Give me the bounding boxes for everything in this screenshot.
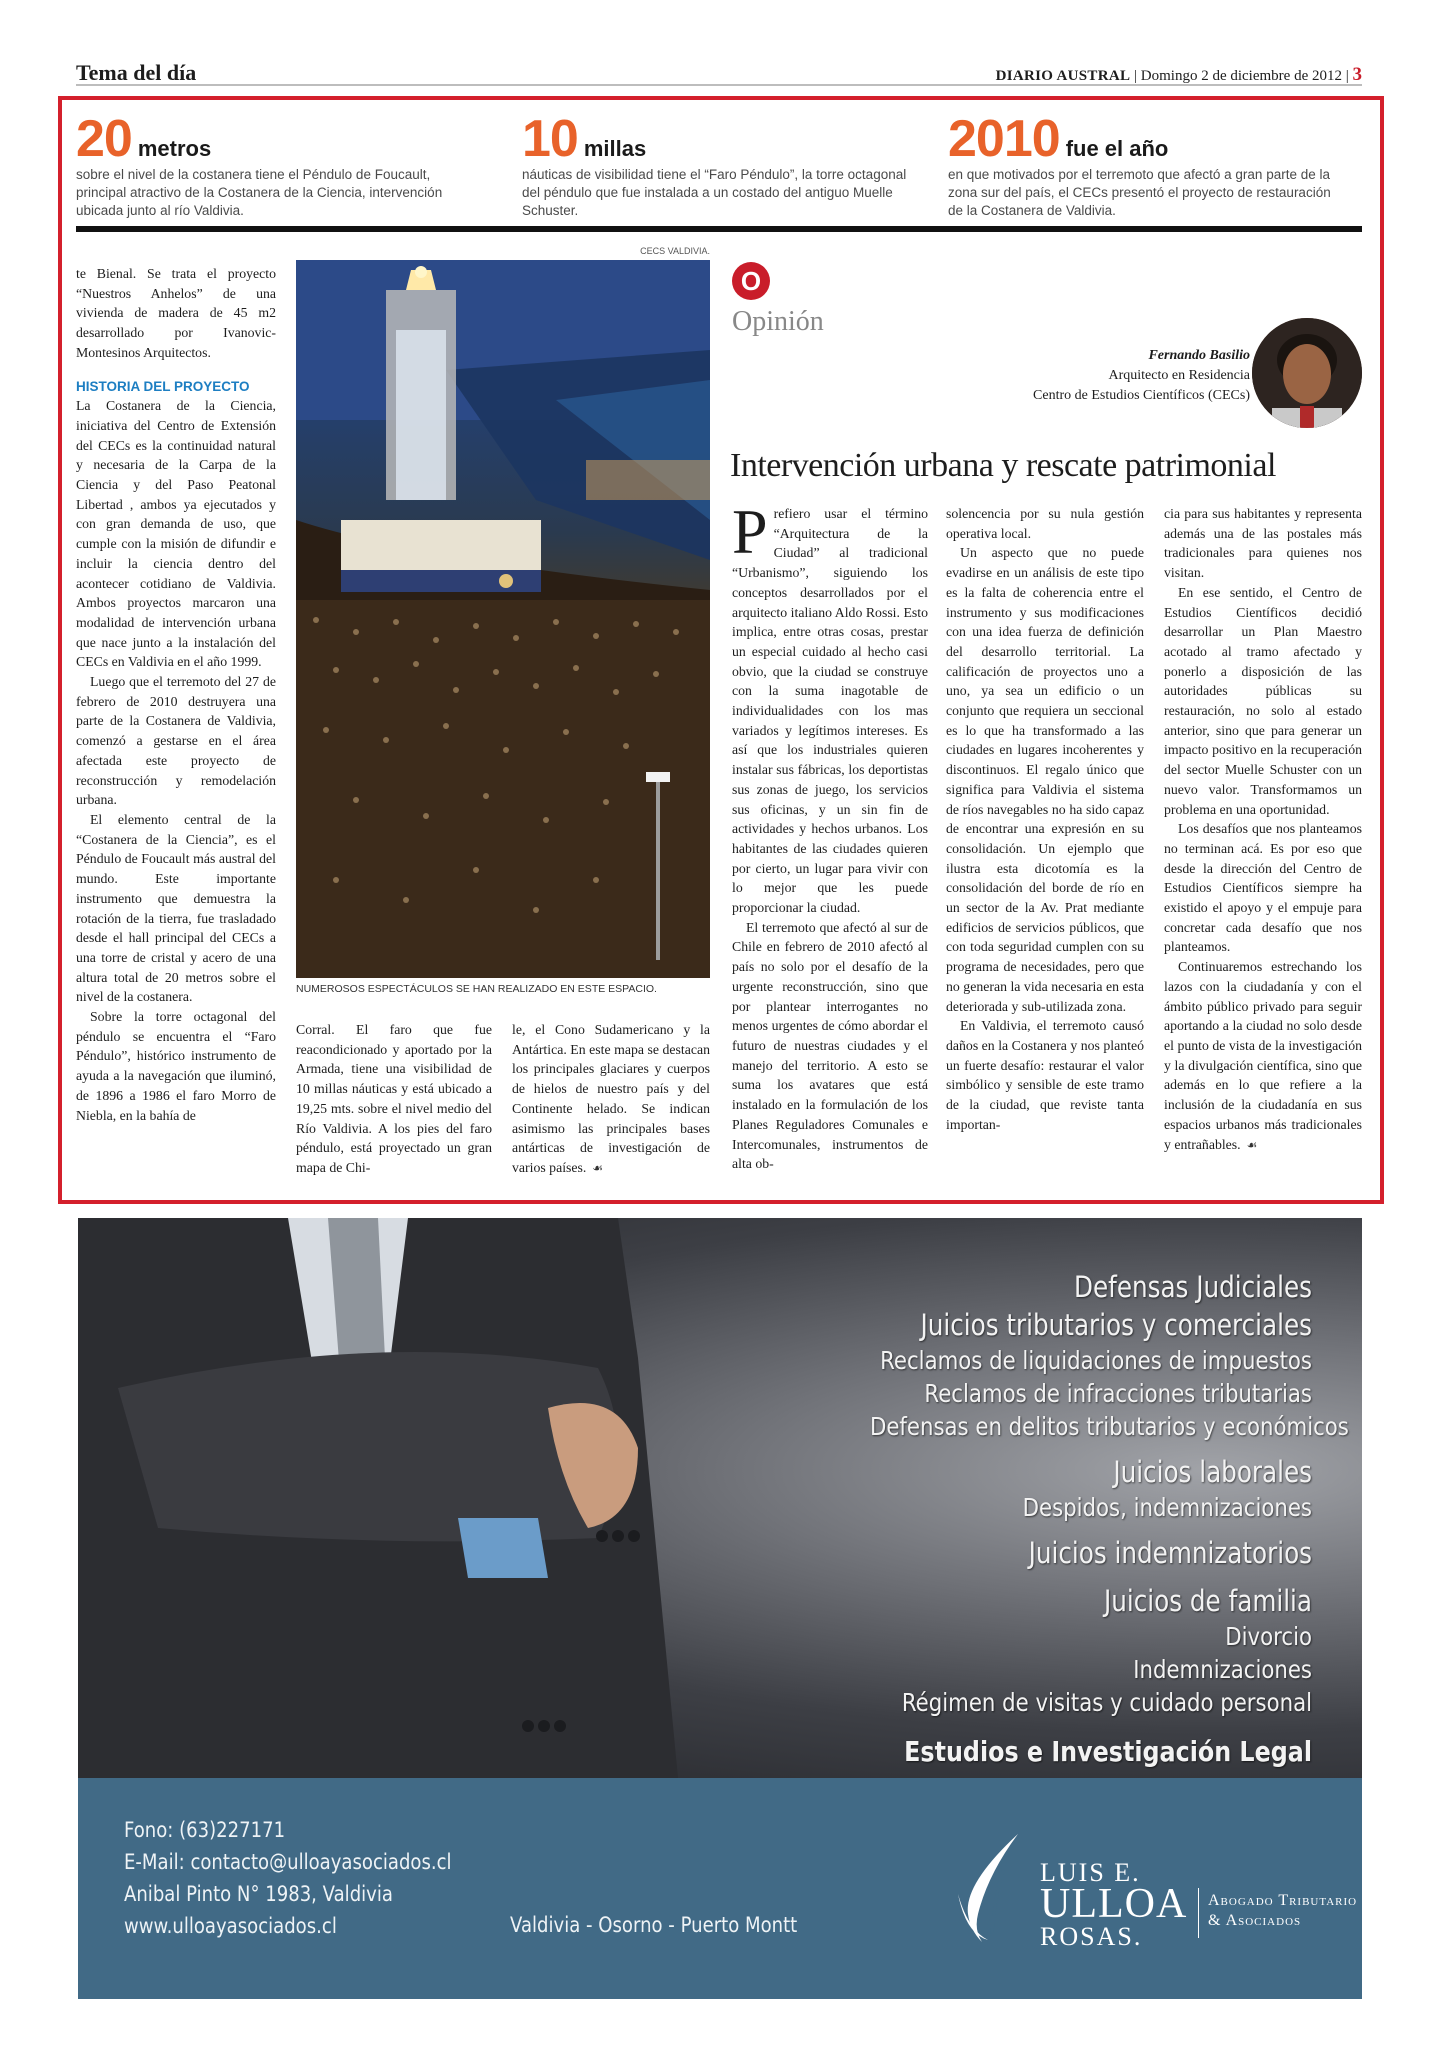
fact-10-miles [522,112,922,220]
law-firm-advertisement [78,1218,1362,1778]
story-paragraph: Luego que el terremoto del 27 de febrero de 2010 destruyera una parte de la Costanera de Valdivia, comenzó a gestarse en el área afectada este proyecto de reconstrucción y remodelación urbana. [76,674,276,808]
service-item: Despidos, indemnizaciones [1022,1493,1312,1522]
fact-number: 2010 [948,110,1060,168]
service-heading: Defensas Judiciales [1074,1270,1312,1304]
author-role: Arquitecto en Residencia [1108,368,1250,383]
service-item: Juicios tributarios y comerciales [920,1308,1312,1342]
logo-divider [1198,1888,1199,1938]
website-url: www.ulloayasociados.cl [124,1914,337,1938]
fact-number: 10 [522,110,578,168]
opinion-column-1 [732,496,928,1174]
firm-name-line-1: LUIS E. [1040,1858,1141,1887]
firm-name-line-3: ROSAS. [1040,1922,1143,1951]
service-item: Reclamos de liquidaciones de impuestos [880,1346,1312,1375]
service-heading: Estudios e Investigación Legal [904,1735,1312,1768]
service-heading: Juicios laborales [1113,1455,1312,1489]
photo-caption: NUMEROSOS ESPECTÁCULOS SE HAN REALIZADO EN ESTE ESPACIO. [296,983,657,995]
author-credit [890,346,1250,406]
opinion-badge: O [732,262,770,300]
fact-unit: millas [583,136,647,161]
firm-logo [958,1808,1378,1958]
fact-text: náuticas de visibilidad tiene el “Faro Péndulo”, la torre octagonal del péndulo que fue instalada a un costado del antiguo Muelle Schuster. [522,167,907,218]
street-address: Anibal Pinto N° 1983, Valdivia [124,1882,393,1906]
contact-band [78,1778,1362,1999]
opinion-paragraph: Los desafíos que nos planteamos no terminan acá. Es por eso que desde la dirección del Centro de Estudios Científicos siempre ha existido el apoyo y el empuje para concretar cada desafío que nos planteamos. [1164,821,1362,955]
service-heading: Juicios de familia [1104,1584,1312,1618]
fact-unit: metros [137,136,212,161]
firm-tagline-1: Abogado Tributario [1208,1892,1358,1909]
end-of-opinion-icon: ☙ [1246,1137,1258,1152]
newspaper-name: DIARIO AUSTRAL [995,68,1131,84]
story-paragraph: Corral. El faro que fue reacondicionado y aportado por la Armada, tiene una visibilidad de 10 millas náuticas y está ubicado a 19,25 mts. sobre el nivel medio del Río Valdivia. A los pies del faro péndulo, está proyectado un gran mapa de Chi- [296,1022,492,1175]
page-number: 3 [1352,64,1362,85]
fact-number: 20 [76,110,132,168]
author-photo [1252,318,1362,428]
story-paragraph: El elemento central de la “Costanera de la Ciencia”, es el Péndulo de Foucault más austral del mundo. Este importante instrumento que demuestra la rotación de la tierra, fue trasladado desde el hall principal del CECs a una torre de cristal y acero de una altura total de 20 metros sobre el nivel de la costanera. [76,811,276,1005]
email-address: E-Mail: contacto@ulloayasociados.cl [124,1850,452,1874]
opinion-label: Opinión [732,306,824,337]
services-list [870,1268,1349,1768]
fact-20-meters [76,112,476,220]
opinion-paragraph: solencencia por su nula gestión operativa local. [946,506,1144,541]
phone-number: Fono: (63)227171 [124,1818,286,1842]
service-item: Defensas en delitos tributarios y económicos [870,1412,1349,1441]
opinion-paragraph: En Valdivia, el terremoto causó daños en la Costanera y nos planteó un fuerte desafío: restaurar el valor simbólico y sensible de este tramo de la ciudad, que reviste tanta importan- [946,1018,1144,1132]
opinion-paragraph: refiero usar el término “Arquitectura de la Ciudad” al tradicional “Urbanismo”, siguiendo los conceptos desarrollados por el arquitecto italiano Aldo Rossi. Esto implica, entre otras cosas, prestar un especial cuidado al hecho casi obvio, que la ciudad se construye con la suma inagotable de individualidades con los mas variados y legítimos intereses. Es así que los industriales quieren instalar sus fábricas, los deportistas sus zonas de juego, los servicios sus oficinas, y un sin fin de actividades y hechos urbanos. Los habitantes de las ciudades quieren por cierto, un lugar para vivir con lo mejor que les puede proporcionar la ciudad. [732,506,928,916]
photo-credit: CECS VALDIVIA. [640,246,710,256]
costanera-photo [296,260,710,978]
story-column-1 [76,264,276,1125]
opinion-paragraph: El terremoto que afectó al sur de Chile en febrero de 2010 afectó al país no solo por el desafío de la urgente reconstrucción, sino que por plantear interrogantes no menos urgentes de cómo abordar el futuro de nuestras ciudades y el manejo del territorio. A esto se suma los avatares que está instalado en la formulación de los Planes Reguladores Comunales e Intercomunales, instrumentos de alta ob- [732,919,928,1172]
story-paragraph: Sobre la torre octagonal del péndulo se encuentra el “Faro Péndulo”, histórico instrumento de ayuda a la navegación que iluminó, de 1896 a 1986 el faro Morro de Niebla, en la bahía de [76,1009,276,1123]
story-paragraph: le, el Cono Sudamericano y la Antártica. En este mapa se destacan los principales glaciares y cuerpos de hielos de nuestro país y del Continente helado. Se indican asimismo las principales bases antárticas de investigación de varios países. [512,1022,710,1175]
author-portrait-illustration [1252,318,1362,428]
masthead [996,64,1362,86]
service-item: Divorcio [1225,1622,1312,1651]
author-org: Centro de Estudios Científicos (CECs) [1033,388,1250,403]
feather-logo-icon [958,1834,1030,1944]
fact-unit: fue el año [1065,136,1169,161]
opinion-paragraph: En ese sentido, el Centro de Estudios Científicos decidió desarrollar un Plan Maestro acotado al tramo afectado y ponerlo a disposición de las autoridades públicas su restauración, no solo al estado anterior, sino que para generar un impacto positivo en la recuperación del sector Muelle Schuster con un nuevo valor. Transformamos un problema en una oportunidad. [1164,584,1362,817]
contact-info [124,1814,452,1942]
fact-2010-year [948,112,1348,220]
end-of-story-icon: ☙ [592,1160,604,1175]
opinion-column-3 [1164,504,1362,1155]
drop-cap: P [732,496,768,567]
opinion-headline: Intervención urbana y rescate patrimonial [730,447,1276,484]
service-item: Indemnizaciones [1133,1655,1312,1684]
night-event-illustration [296,260,710,978]
author-name: Fernando Basilio [1148,348,1250,363]
fact-text: en que motivados por el terremoto que afectó a gran parte de la zona sur del país, el CECs presentó el proyecto de restauración de la Costanera de Valdivia. [948,167,1331,218]
opinion-paragraph: cia para sus habitantes y representa además una de las postales más tradicionales para quienes nos visitan. [1164,506,1362,581]
story-column-3 [512,1020,710,1179]
opinion-column-2 [946,504,1144,1135]
service-heading: Juicios indemnizatorios [1028,1536,1312,1570]
story-paragraph: La Costanera de la Ciencia, iniciativa del Centro de Extensión del CECs es la continuidad natural y necesaria de la Carpa de la Ciencia y del Paso Peatonal Libertad , ambos ya ejecutados y con gran demanda de uso, que cumple con la misión de difundir e incluir la ciencia dentro del acontecer cotidiano de Valdivia. Ambos proyectos marcaron una modalidad de intervención urbana que nace junto a la instalación del CECs en Valdivia en el año 1999. [76,398,276,670]
businessman-illustration [78,1218,778,1778]
firm-tagline-2: & Asociados [1208,1912,1302,1929]
opinion-paragraph: Un aspecto que no puede evadirse en un análisis de este tipo es la falta de coherencia entre el instrumento y sus modificaciones con una idea fuerza de definición del desarrollo territorial. La calificación de proyectos uno a uno, ya sea un edificio o un conjunto que requiera un seccional es lo que ha transformado a las ciudades en lugares incoherentes y discontinuos. El regalo único que significa para Valdivia el sistema de ríos navegables no ha sido capaz de encontrar una expresión en su consolidación. Un ejemplo que ilustra esta dicotomía es la consolidación del borde de río en un sector de la Av. Prat mediante edificios de servicios públicos, que con toda seguridad cumplen con su programa de necesidades, pero que no generan la vida necesaria en esta deteriorada y sub-utilizada zona. [946,545,1144,1014]
service-item: Régimen de visitas y cuidado personal [901,1688,1312,1717]
issue-date: | Domingo 2 de diciembre de 2012 | [1134,68,1349,84]
page-header [76,60,1362,86]
story-paragraph: te Bienal. Se trata el proyecto “Nuestros Anhelos” de una vivienda de madera de 45 m2 desarrollado por Ivanovic-Montesinos Arquitectos. [76,266,276,360]
firm-name-line-2: ULLOA [1040,1881,1188,1927]
story-column-2 [296,1020,492,1178]
facts-strip [76,112,1362,232]
opinion-paragraph: Continuaremos estrechando los lazos con la ciudadanía y con el ámbito público privado para seguir aportando a la ciudad no solo desde el punto de vista de la investigación y la divulgación científica, sino que además en lo que refiere a la inclusión de la ciudadanía en sus espacios urbanos más tradicionales y entrañables. [1164,959,1362,1152]
office-cities: Valdivia - Osorno - Puerto Montt [510,1913,798,1937]
section-name: Tema del día [76,60,197,85]
fact-text: sobre el nivel de la costanera tiene el Péndulo de Foucault, principal atractivo de la Costanera de la Ciencia, intervención ubicada junto al río Valdivia. [76,167,443,218]
story-subhead: HISTORIA DEL PROYECTO [76,378,250,394]
service-item: Reclamos de infracciones tributarias [924,1379,1312,1408]
